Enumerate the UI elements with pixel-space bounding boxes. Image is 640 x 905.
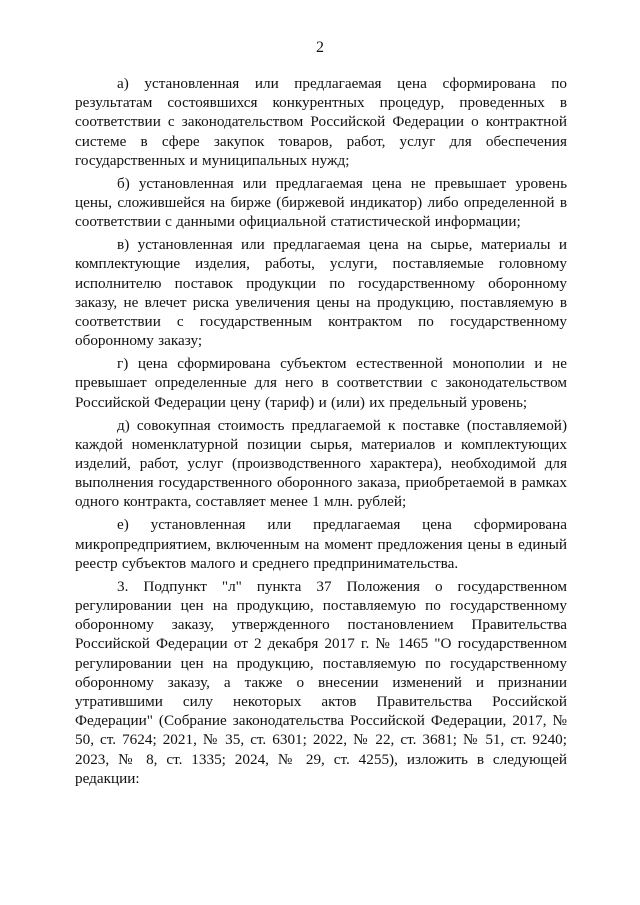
paragraph-d: д) совокупная стоимость предлагаемой к поставке (поставляемой) каждой номенклатурной позиции сырья, материалов и комплектующих изделий, работ, услуг (производственного характера), необходимой для выполнения государственного оборонного заказа, приобретаемой в рамках одного контракта, составляет менее 1 млн. рублей; xyxy=(75,416,567,511)
paragraph-3: 3. Подпункт "л" пункта 37 Положения о государственном регулировании цен на продукцию, поставляемую по государственному оборонному заказу, утвержденного постановлением Правительства Российской Федерации от 2 декабря 2017 г. № 1465 "О государственном регулировании цен на продукцию, поставляемую по государственному оборонному заказу, а также о внесении изменений и признании утратившими силу некоторых актов Правительства Российской Федерации" (Собрание законодательства Российской Федерации, 2017, № 50, ст. 7624; 2021, № 35, ст. 6301; 2022, № 22, ст. 3681; № 51, ст. 9240; 2023, № 8, ст. 1335; 2024, № 29, ст. 4255), изложить в следующей редакции: xyxy=(75,577,567,787)
document-body xyxy=(75,74,567,788)
paragraph-e: е) установленная или предлагаемая цена сформирована микропредприятием, включенным на момент предложения цены в единый реестр субъектов малого и среднего предпринимательства. xyxy=(75,516,567,572)
page-number: 2 xyxy=(316,39,324,56)
paragraph-v: в) установленная или предлагаемая цена на сырье, материалы и комплектующие изделия, работы, услуги, поставляемые головному исполнителю поставок продукции по государственному оборонному заказу, не влечет риска увеличения цены на продукцию, поставляемую в соответствии с государственным контрактом по государственному оборонному заказу; xyxy=(75,236,567,350)
paragraph-g: г) цена сформирована субъектом естественной монополии и не превышает определенные для него в соответствии с законодательством Российской Федерации цену (тариф) и (или) их предельный уровень; xyxy=(75,355,567,411)
paragraph-a: а) установленная или предлагаемая цена сформирована по результатам состоявшихся конкурентных процедур, проведенных в соответствии с законодательством Российской Федерации о контрактной системе в сфере закупок товаров, работ, услуг для обеспечения государственных и муниципальных нужд; xyxy=(75,75,567,169)
paragraph-b: б) установленная или предлагаемая цена не превышает уровень цены, сложившейся на бирже (биржевой индикатор) либо определенной в соответствии с данными официальной статистической информации; xyxy=(75,174,567,231)
